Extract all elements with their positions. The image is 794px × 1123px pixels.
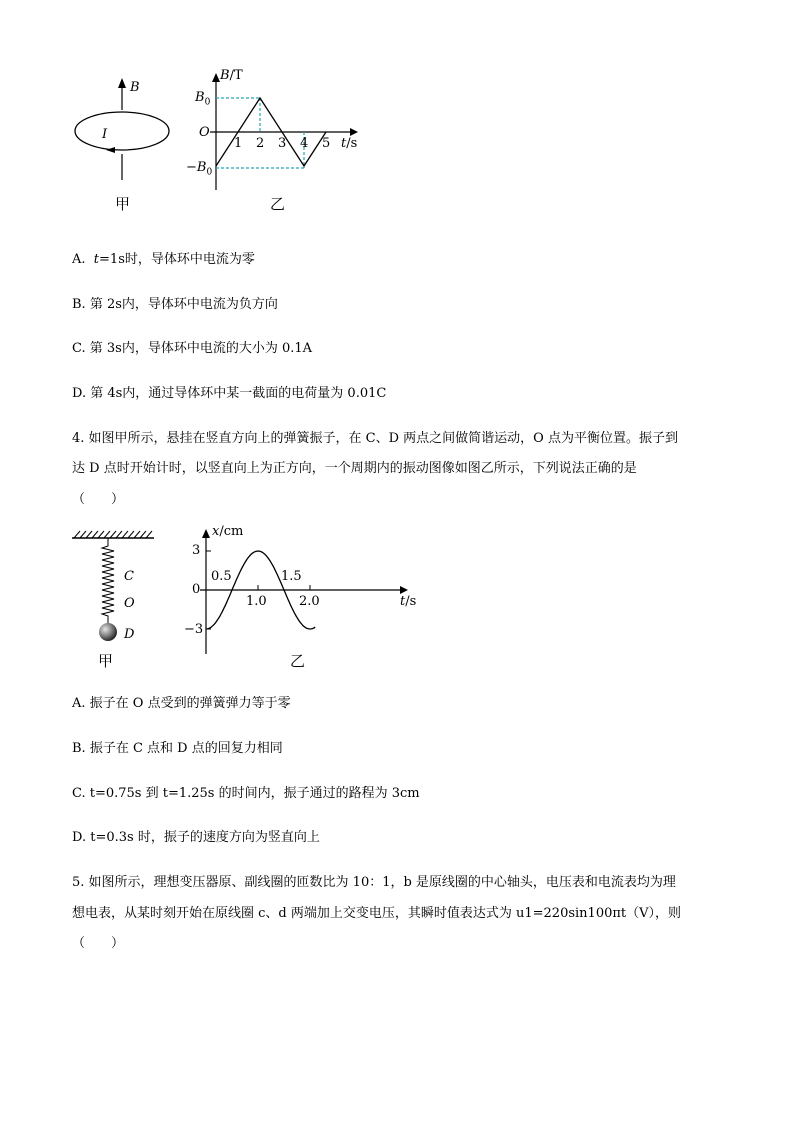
x-graph-x-tick-1.0: 1.0	[246, 594, 267, 609]
x-graph-y-label: x/cm	[212, 524, 244, 539]
b-graph-x-label: t/s	[341, 136, 358, 151]
q5-stem-line-3: （ ）	[72, 936, 125, 951]
spring-label-d: D	[124, 627, 135, 642]
spring-label-o: O	[124, 596, 135, 611]
b-graph-y-label: B/T	[220, 68, 243, 83]
x-graph-x-label: t/s	[400, 594, 417, 609]
conducting-ring	[75, 112, 169, 150]
x-graph-t-arrow	[400, 586, 408, 594]
x-graph-y-tick-0: 0	[192, 582, 201, 597]
b-graph-negb0-tick: $-B_0$	[186, 160, 213, 178]
ring-field-label: B	[130, 80, 140, 95]
ceiling-hatch	[74, 531, 152, 538]
figure-1-caption-left: 甲	[115, 195, 131, 213]
x-graph-x-tick-0.5: 0.5	[211, 569, 232, 584]
b-graph-x-tick-3: 3	[278, 136, 287, 151]
b-graph-x-tick-1: 1	[234, 136, 243, 151]
b-graph-x-arrow	[350, 128, 358, 136]
b-graph-origin: O	[199, 125, 210, 140]
field-arrowhead	[118, 78, 126, 88]
x-graph-y-tick-neg3: −3	[184, 622, 204, 637]
q5-stem-line-2: 想电表，从某时刻开始在原线圈 c、d 两端加上交变电压，其瞬时值表达式为 u1=220sin100πt（V），则	[72, 906, 682, 921]
q4-option-b: B. 振子在 C 点和 D 点的回复力相同	[72, 741, 283, 756]
figure-2-svg	[60, 524, 430, 674]
figure-1-caption-right: 乙	[270, 195, 286, 213]
q4-stem-line-3: （ ）	[72, 492, 125, 507]
spring	[102, 538, 114, 624]
q3-option-d: D. 第 4s内，通过导体环中某一截面的电荷量为 0.01C	[72, 386, 387, 401]
ring-current-label: I	[102, 127, 108, 142]
current-arrowhead	[106, 147, 115, 153]
figure-1-svg	[60, 70, 380, 220]
x-graph-y-tick-3: 3	[192, 543, 201, 558]
b-graph-b0-tick: $B_0$	[195, 90, 211, 108]
x-graph-x-tick-2.0: 2.0	[299, 594, 320, 609]
b-graph-x-tick-5: 5	[322, 136, 331, 151]
q4-stem-line-2: 达 D 点时开始计时，以竖直向上为正方向，一个周期内的振动图像如图乙所示，下列说法正确的是	[72, 461, 637, 476]
x-graph-x-arrow	[202, 529, 210, 538]
q3-option-c: C. 第 3s内，导体环中电流的大小为 0.1A	[72, 341, 313, 356]
q4-option-a: A. 振子在 O 点受到的弹簧弹力等于零	[72, 696, 291, 711]
figure-2-caption-left: 甲	[98, 652, 114, 670]
q4-option-c: C. t=0.75s 到 t=1.25s 的时间内，振子通过的路程为 3cm	[72, 786, 420, 801]
q3-option-b: B. 第 2s内，导体环中电流为负方向	[72, 297, 278, 312]
x-graph-x-tick-1.5: 1.5	[281, 569, 302, 584]
q5-stem-line-1: 5. 如图所示，理想变压器原、副线圈的匝数比为 10：1，b 是原线圈的中心轴头，电压表和电流表均为理	[72, 875, 676, 890]
b-graph-y-arrow	[212, 73, 220, 82]
spring-label-c: C	[124, 569, 134, 584]
b-graph-x-tick-2: 2	[256, 136, 265, 151]
b-graph-x-tick-4: 4	[300, 136, 309, 151]
figure-2-caption-right: 乙	[290, 652, 306, 670]
q4-stem-line-1: 4. 如图甲所示，悬挂在竖直方向上的弹簧振子，在 C、D 两点之间做简谐运动，O 点为平衡位置。振子到	[72, 431, 678, 446]
oscillator-ball	[99, 623, 117, 641]
q3-option-a: A. t=1s时，导体环中电流为零	[72, 252, 255, 267]
q4-option-d: D. t=0.3s 时，振子的速度方向为竖直向上	[72, 830, 320, 845]
figure-1	[60, 70, 380, 220]
figure-2	[60, 524, 430, 674]
